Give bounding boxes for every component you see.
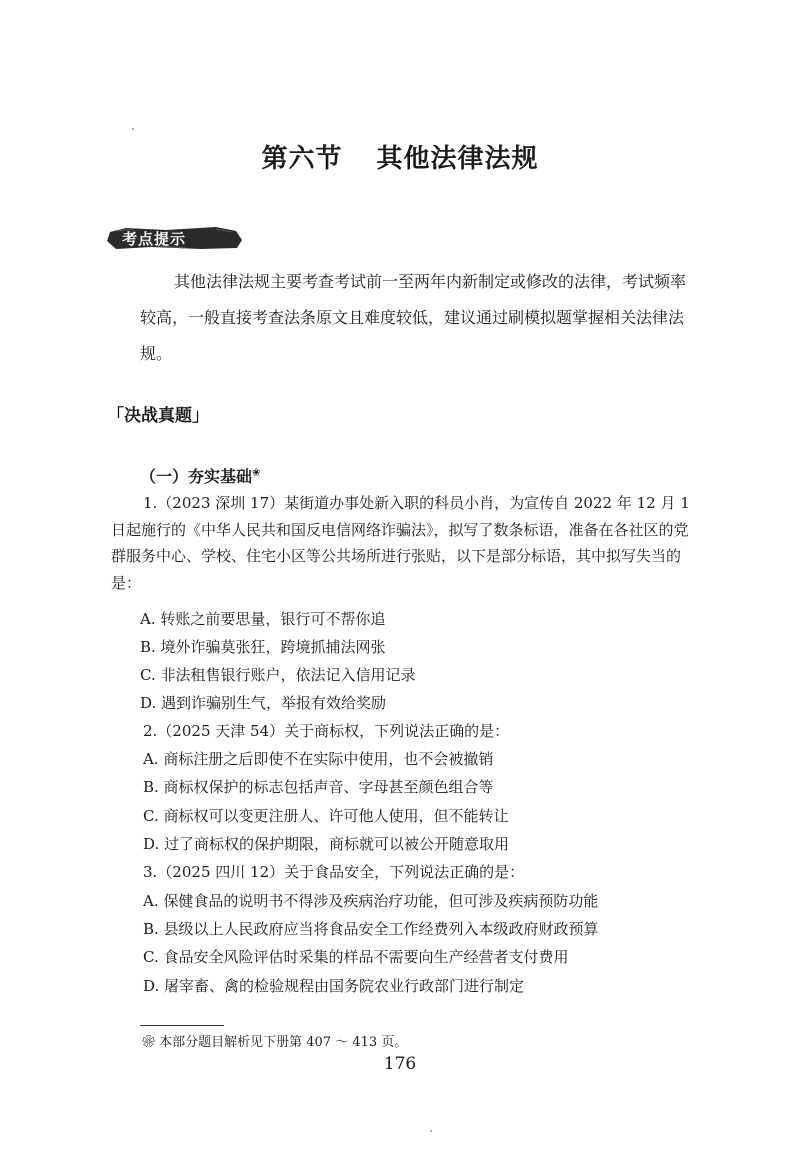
exam-tip-badge (106, 226, 244, 250)
intro-paragraph (140, 264, 700, 372)
scan-speck (430, 1130, 432, 1132)
question-1-option-c: C. 非法租售银行账户，依法记入信用记录 (140, 666, 416, 684)
scan-speck (132, 128, 134, 130)
intro-text: 其他法律法规主要考查考试前一至两年内新制定或修改的法律，考试频率较高，一般直接考查法条原文且难度较低，建议通过刷模拟题掌握相关法律法规。 (140, 272, 687, 363)
footnote: ❀ 本部分题目解析见下册第 407 ～ 413 页。 (142, 1035, 408, 1050)
question-3-option-d: D. 屠宰畜、禽的检验规程由国务院农业行政部门进行制定 (143, 977, 525, 995)
question-1-option-b: B. 境外诈骗莫张狂，跨境抓捕法网张 (140, 638, 386, 656)
title-section-name: 其他法律法规 (376, 144, 539, 174)
question-stem-text: 1.（2023 深圳 17）某街道办事处新入职的科员小肖，为宣传自 2022 年 12 月 1 日起施行的《中华人民共和国反电信网络诈骗法》，拟写了数条标语，准备在各社区的党群服务中心、学校、住宅小区等公共场所进行张贴，以下是部分标语，其中拟写失当的是： (111, 494, 690, 592)
question-2-stem: 2.（2025 天津 54）关于商标权，下列说法正确的是： (143, 722, 510, 740)
footnote-mark-icon: ❀ (252, 467, 261, 479)
question-3-option-b: B. 县级以上人民政府应当将食品安全工作经费列入本级政府财政预算 (143, 920, 599, 938)
question-1-stem (111, 490, 694, 596)
question-2-option-d: D. 过了商标权的保护期限，商标就可以被公开随意取用 (143, 835, 510, 853)
page-number: 176 (383, 1054, 417, 1074)
exam-tip-label: 考点提示 (122, 230, 187, 248)
question-2-option-b: B. 商标权保护的标志包括声音、字母甚至颜色组合等 (143, 778, 494, 796)
question-3-option-a: A. 保健食品的说明书不得涉及疾病治疗功能，但可涉及疾病预防功能 (143, 892, 599, 910)
footnote-divider (140, 1025, 224, 1026)
question-3-stem: 3.（2025 四川 12）关于食品安全，下列说法正确的是： (143, 863, 525, 881)
question-2-option-c: C. 商标权可以变更注册人、许可他人使用，但不能转让 (143, 807, 509, 825)
question-1-option-a: A. 转账之前要思量，银行可不帮你追 (140, 610, 386, 628)
question-3-option-c: C. 食品安全风险评估时采集的样品不需要向生产经营者支付费用 (143, 948, 569, 966)
subsection-label: （一）夯实基础 (140, 467, 253, 486)
subsection-heading (140, 464, 260, 487)
page-title (0, 138, 800, 175)
section-heading: 「决战真题」 (107, 406, 209, 426)
title-section-number: 第六节 (261, 144, 343, 174)
question-1-option-d: D. 遇到诈骗别生气，举报有效给奖励 (140, 694, 387, 712)
question-2-option-a: A. 商标注册之后即使不在实际中使用，也不会被撤销 (143, 750, 494, 768)
